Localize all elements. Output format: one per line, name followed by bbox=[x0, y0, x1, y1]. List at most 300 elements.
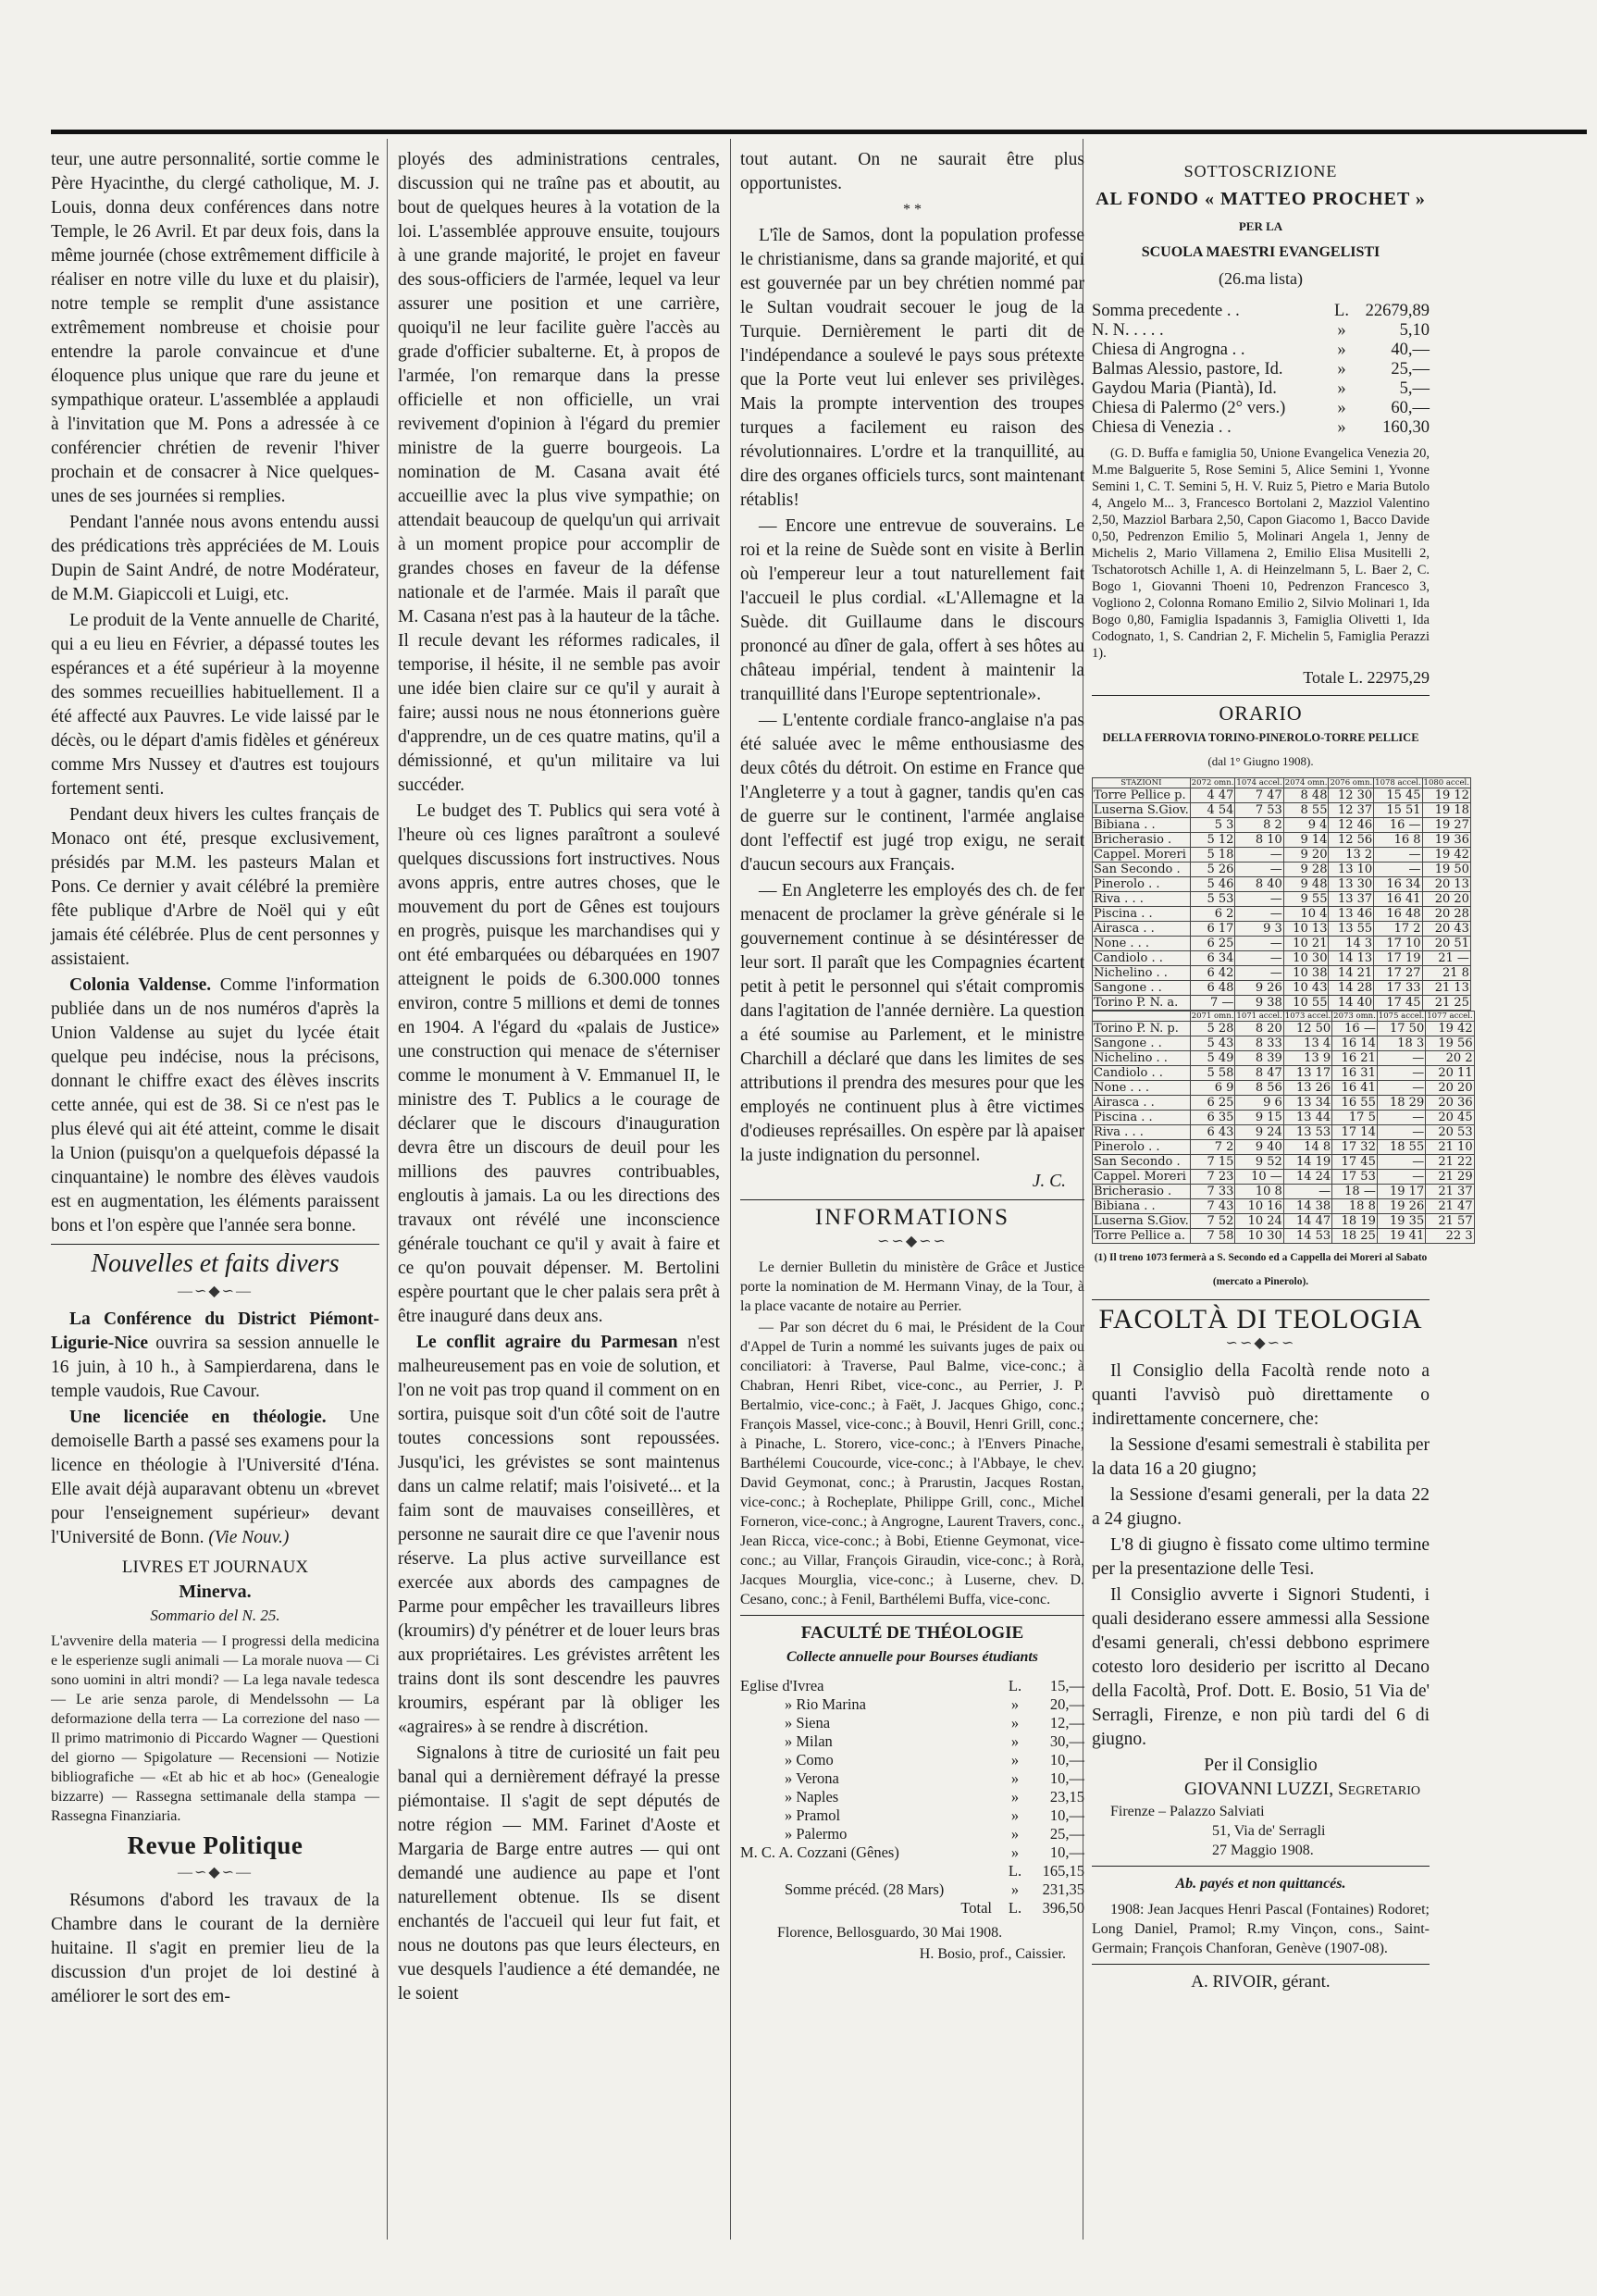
timetable-row bbox=[1093, 1170, 1475, 1185]
departure-time: 17 19 bbox=[1374, 951, 1422, 966]
departure-time: 5 43 bbox=[1190, 1036, 1235, 1051]
departure-time: 5 49 bbox=[1190, 1051, 1235, 1066]
departure-time: 21 10 bbox=[1426, 1140, 1474, 1155]
station-name: None . . . bbox=[1093, 1081, 1191, 1096]
column-2 bbox=[398, 148, 720, 2008]
departure-time: 19 50 bbox=[1422, 863, 1470, 877]
paragraph: Il Consiglio avverte i Signori Studenti, i quali desiderano essere ammessi alla Sessione d'esami generali, ch'essi debbono esprimere cotesto loro desiderio per iscritto al Decano della Facoltà, Prof. Dott. E. Bosio, 51 Via de' Serragli, Firenze, e non più tardi del 6 di giugno. bbox=[1092, 1585, 1430, 1749]
section-title: Ab. payés et non quittancés. bbox=[1175, 1876, 1346, 1892]
departure-time: 5 46 bbox=[1190, 877, 1235, 892]
timetable-header-cell: 1075 accel. bbox=[1378, 1011, 1425, 1021]
paragraph: Le dernier Bulletin du ministère de Grâce et Justice porte la nomination de M. Hermann Vinay, de la Tour, à la place vacante de notaire au Perrier. bbox=[740, 1260, 1084, 1314]
station-name: Bricherasio . bbox=[1093, 833, 1191, 848]
departure-time: 13 34 bbox=[1283, 1096, 1331, 1111]
divider bbox=[1092, 1299, 1430, 1300]
departure-time: 14 47 bbox=[1283, 1214, 1331, 1229]
departure-time: 18 3 bbox=[1377, 1036, 1425, 1051]
subscription-school: SCUOLA MAESTRI EVANGELISTI bbox=[1141, 244, 1380, 260]
departure-time: 17 14 bbox=[1332, 1125, 1378, 1140]
timetable-header-cell: 1077 accel. bbox=[1427, 1011, 1473, 1021]
departure-time: 19 26 bbox=[1377, 1199, 1425, 1214]
paragraph: — En Angleterre les employés des ch. de fer menacent de proclamer la grève générale si le gouvernement continue à se désintéresser de leur sort. Il paraît que les Compagnies écartent petit à petit le personnel qui s'était compromis dans l'agitation de l'année dernière. La question a été soumise au Parlement, et le ministre Charchill a déclaré que dans les limites de ses attributions il prendra des mesures pour que les employés ne continuent plus à être victimes d'odieuses représailles. On espère par là apaiser la juste indignation du personnel. bbox=[740, 881, 1084, 1165]
departure-time: 18 29 bbox=[1377, 1096, 1425, 1111]
timetable-date: (dal 1° Giugno 1908). bbox=[1207, 754, 1314, 768]
departure-time: 19 36 bbox=[1422, 833, 1470, 848]
departure-time: 17 2 bbox=[1374, 922, 1422, 937]
departure-time: — bbox=[1377, 1155, 1425, 1170]
departure-time: 17 5 bbox=[1332, 1111, 1378, 1125]
departure-time: 5 12 bbox=[1190, 833, 1235, 848]
paragraph bbox=[51, 974, 379, 1238]
departure-time: 13 26 bbox=[1283, 1081, 1331, 1096]
journal-subtitle: Sommario del N. 25. bbox=[150, 1607, 280, 1624]
departure-time: 7 15 bbox=[1190, 1155, 1235, 1170]
station-name: San Secondo . bbox=[1093, 863, 1191, 877]
departure-time: 9 48 bbox=[1283, 877, 1329, 892]
departure-time: 17 50 bbox=[1377, 1022, 1425, 1036]
departure-time: 6 9 bbox=[1190, 1081, 1235, 1096]
departure-time: 16 — bbox=[1374, 818, 1422, 833]
section-title: Revue Politique bbox=[127, 1831, 303, 1859]
departure-time: 16 55 bbox=[1332, 1096, 1378, 1111]
subscription-list bbox=[1092, 302, 1430, 438]
station-name: Candiolo . . bbox=[1093, 951, 1191, 966]
timetable-row bbox=[1093, 803, 1471, 818]
paragraph: teur, une autre personnalité, sortie comme le Père Hyacinthe, du clergé catholique, M. J. Louis, donna deux conférences dans notre Temple, le 26 Avril. Et par deux fois, dans la même journée (chose extrêmement difficile à réaliser en notre ville du luxe et du plaisir), notre temple se remplit d'une assistance extrêmement nombreuse et choisie pour entendre la parole convaincue et d'une éloquence plus unique que rare du jeune et sympathique orateur. L'assemblée a applaudi à l'invitation que M. Pons a adressée à ce conférencier chrétien de revenir l'hiver prochain et de consacrer à Nice quelques-unes de ses journées si remplies. bbox=[51, 150, 379, 506]
departure-time: 17 33 bbox=[1374, 981, 1422, 996]
departure-time: 17 45 bbox=[1374, 996, 1422, 1011]
departure-time: 16 48 bbox=[1374, 907, 1422, 922]
column-divider bbox=[730, 139, 731, 2240]
departure-time: — bbox=[1235, 863, 1283, 877]
departure-time: 4 54 bbox=[1190, 803, 1235, 818]
departure-time: 19 12 bbox=[1422, 788, 1470, 803]
departure-time: 20 13 bbox=[1422, 877, 1470, 892]
departure-time: 10 30 bbox=[1235, 1229, 1283, 1244]
departure-time: 13 37 bbox=[1329, 892, 1374, 907]
section-subtitle: Collecte annuelle pour Bourses étudiants bbox=[786, 1649, 1039, 1665]
departure-time: 10 16 bbox=[1235, 1199, 1283, 1214]
departure-time: — bbox=[1377, 1111, 1425, 1125]
paragraph-text: Une demoiselle Barth a passé ses examens pour la licence en théologie à l'Université d'Iéna. Elle avait déjà auparavant obtenu un «brevet pour l'enseignement supérieur» devant l'Université de Bonn. bbox=[51, 1408, 379, 1547]
lead-heading: Colonia Valdense. bbox=[69, 975, 212, 995]
paragraph: — Encore une entrevue de souverains. Le roi et la reine de Suède sont en visite à Berlin où l'empereur leur a tout naturellement fait l'accueil le plus cordial. «L'Allemagne et la Suède. dit Guillaume dans le discours prononcé au dîner de gala, offert à ses hôtes au château impérial, tendent à maintenir la tranquillité dans l'Europe septentrionale». bbox=[740, 516, 1084, 704]
departure-time: 15 51 bbox=[1374, 803, 1422, 818]
departure-time: 8 20 bbox=[1235, 1022, 1283, 1036]
timetable-row bbox=[1093, 1140, 1475, 1155]
departure-time: 13 53 bbox=[1283, 1125, 1331, 1140]
station-name: Piscina . . bbox=[1093, 1111, 1191, 1125]
departure-time: 21 22 bbox=[1426, 1155, 1474, 1170]
timetable-row bbox=[1093, 877, 1471, 892]
signature: GIOVANNI LUZZI, Segretario bbox=[1184, 1780, 1420, 1799]
departure-time: 19 42 bbox=[1422, 848, 1470, 863]
place: Firenze – Palazzo Salviati bbox=[1110, 1804, 1265, 1819]
timetable-row bbox=[1093, 788, 1471, 803]
departure-time: 5 26 bbox=[1190, 863, 1235, 877]
timetable-row bbox=[1093, 1185, 1475, 1199]
departure-time: 16 34 bbox=[1374, 877, 1422, 892]
column-3 bbox=[740, 148, 1084, 1964]
departure-time: 10 30 bbox=[1283, 951, 1329, 966]
departure-time: 13 17 bbox=[1283, 1066, 1331, 1081]
departure-time: 20 53 bbox=[1426, 1125, 1474, 1140]
departure-time: — bbox=[1235, 966, 1283, 981]
departure-time: 5 3 bbox=[1190, 818, 1235, 833]
paragraph: Pendant deux hivers les cultes français de Monaco ont été, presque exclusivement, présidés par M.M. les pasteurs Malan et Pons. Ce dernier y avait célébré la première fête publique d'Arbre de Noël qui y eût jamais été célébrée. Plus de cent personnes y assistaient. bbox=[51, 805, 379, 969]
subscription-note: (G. D. Buffa e famiglia 50, Unione Evangelica Venezia 20, M.me Balguerite 5, Rose Semini 5, Alice Semini 1, Yvonne Semini 1, C. T. Semini 5, H. V. Ruiz 5, Pietro e Maria Butolo 4, Angelo M... 3, Francesco Bortolani 2, Mazziol Valentino 2,50, Mazziol Barbara 2,50, Capon Giacomo 1, Bacco Davide 0,50, Pedrenzon Emilio 5, Molinari Angela 1, Jenny de Michelis 2, Mario Villamena 2, Emilio Elisa Musitelli 2, Tschatorotsch Achille 1, A. di Heinzelmann 5, L. Baer 2, C. Bogo 1, Giovanni Thoeni 10, Pedrenzon Francesco 3, Vogliono 2, Colonna Romano Emilio 2, Silvio Molinari 1, Ida Bogo 0,80, Famiglia Ispadannis 3, Famiglia Olivetti 1, Ida Codognato, 1, S. Candrian 2, F. Michelin 5, Famiglia Perazzi 1). bbox=[1092, 446, 1430, 661]
departure-time: 14 53 bbox=[1283, 1229, 1331, 1244]
divider bbox=[740, 1615, 1084, 1616]
donation-row: Somma precedente . . L. 22679,89 bbox=[1092, 302, 1430, 320]
departure-time: 20 51 bbox=[1422, 937, 1470, 951]
donation-row: » Pramol » 10,— bbox=[785, 1806, 1084, 1824]
donation-list bbox=[740, 1677, 1084, 1862]
departure-time: 12 37 bbox=[1329, 803, 1374, 818]
paragraph: — L'entente cordiale franco-anglaise n'a pas été saluée avec le même enthousiasme des deux côtés du détroit. On estime en France que l'Angleterre y a tout à gagner, tandis qu'en cas de guerre sur le continent, l'armée anglaise dont l'effectif est jugé trop exigu, ne serait d'aucun secours aux Français. bbox=[740, 711, 1084, 875]
departure-time: 14 19 bbox=[1283, 1155, 1331, 1170]
station-name: Bibiana . . bbox=[1093, 1199, 1191, 1214]
departure-time: 6 2 bbox=[1190, 907, 1235, 922]
departure-time: — bbox=[1235, 848, 1283, 863]
departure-time: 14 40 bbox=[1329, 996, 1374, 1011]
departure-time: 10 38 bbox=[1283, 966, 1329, 981]
departure-time: 10 21 bbox=[1283, 937, 1329, 951]
subscription-total: Totale L. 22975,29 bbox=[1303, 668, 1430, 687]
departure-time: 6 35 bbox=[1190, 1111, 1235, 1125]
paragraph: Résumons d'abord les travaux de la Chambre dans le courant de la dernière huitaine. Il s'agit en premier lieu de la discussion d'un projet de loi destiné à améliorer le sort des em- bbox=[51, 1891, 379, 2006]
departure-time: 7 43 bbox=[1190, 1199, 1235, 1214]
timetable-row bbox=[1093, 1066, 1475, 1081]
timetable-header-cell: 2072 omn. bbox=[1191, 778, 1234, 788]
source: (Vie Nouv.) bbox=[208, 1528, 290, 1547]
departure-time: 12 30 bbox=[1329, 788, 1374, 803]
station-name: Nichelino . . bbox=[1093, 1051, 1191, 1066]
departure-time: 8 33 bbox=[1235, 1036, 1283, 1051]
timetable-note: (1) Il treno 1073 fermerà a S. Secondo ed a Cappella dei Moreri al Sabato (mercato a Pinerolo). bbox=[1094, 1252, 1428, 1287]
timetable-row bbox=[1093, 1229, 1475, 1244]
departure-time: 16 31 bbox=[1332, 1066, 1378, 1081]
station-name: Pinerolo . . bbox=[1093, 877, 1191, 892]
divider bbox=[740, 1199, 1084, 1200]
departure-time: 9 28 bbox=[1283, 863, 1329, 877]
departure-time: 14 28 bbox=[1329, 981, 1374, 996]
departure-time: 21 13 bbox=[1422, 981, 1470, 996]
departure-time: 9 20 bbox=[1283, 848, 1329, 863]
departure-time: 6 48 bbox=[1190, 981, 1235, 996]
departure-time: — bbox=[1377, 1125, 1425, 1140]
departure-time: 21 57 bbox=[1426, 1214, 1474, 1229]
departure-time: — bbox=[1377, 1081, 1425, 1096]
section-title: LIVRES ET JOURNAUX bbox=[121, 1558, 309, 1577]
lead-heading: Une licenciée en théologie. bbox=[69, 1408, 327, 1427]
timetable-row bbox=[1093, 951, 1471, 966]
timetable-row bbox=[1093, 1111, 1475, 1125]
departure-time: 10 4 bbox=[1283, 907, 1329, 922]
departure-time: 13 10 bbox=[1329, 863, 1374, 877]
station-name: Torre Pellice p. bbox=[1093, 788, 1191, 803]
station-name: Nichelino . . bbox=[1093, 966, 1191, 981]
departure-time: 18 55 bbox=[1377, 1140, 1425, 1155]
timetable-row bbox=[1093, 1036, 1475, 1051]
timetable-inbound bbox=[1092, 1011, 1475, 1244]
timetable-row bbox=[1093, 818, 1471, 833]
departure-time: 13 46 bbox=[1329, 907, 1374, 922]
divider bbox=[1092, 1866, 1430, 1867]
departure-time: 9 40 bbox=[1235, 1140, 1283, 1155]
section-title: Nouvelles et faits divers bbox=[91, 1249, 340, 1278]
column-divider bbox=[387, 139, 388, 2240]
departure-time: 8 48 bbox=[1283, 788, 1329, 803]
timetable-outbound bbox=[1092, 777, 1471, 1011]
address: 51, Via de' Serragli bbox=[1212, 1823, 1326, 1839]
timetable-row bbox=[1093, 1155, 1475, 1170]
station-name: Airasca . . bbox=[1093, 1096, 1191, 1111]
paragraph bbox=[398, 1331, 720, 1740]
paragraph: L'île de Samos, dont la population professe le christianisme, dans sa grande majorité, et qui est gouvernée par un bey chrétien nommé par le Sultan voudrait secouer le joug de la Turquie. Dernièrement le parti dit de l'indépendance a soulevé le pays sous prétexte que la Porte veut lui enlever ses privilèges. Mais la prompte intervention des troupes turques a facilement eu raison des révolutionnaires. L'ordre et la tranquillité, au dire des organes officiels turcs, sont maintenant rétablis! bbox=[740, 226, 1084, 510]
donation-row: » Palermo » 25,— bbox=[785, 1825, 1084, 1843]
station-name: Luserna S.Giov. bbox=[1094, 1214, 1189, 1228]
ornament: ∽∽◆∽∽ bbox=[877, 1234, 947, 1249]
departure-time: 13 9 bbox=[1283, 1051, 1331, 1066]
divider bbox=[1092, 695, 1430, 696]
departure-time: 20 2 bbox=[1426, 1051, 1474, 1066]
timetable-header-cell: 1071 accel. bbox=[1236, 1011, 1282, 1021]
departure-time: — bbox=[1283, 1185, 1331, 1199]
departure-time: 16 41 bbox=[1374, 892, 1422, 907]
paragraph: L'avvenire della materia — I progressi della medicina e le esperienze sugli animali — La morale nuova — Ci sono uomini in altri mondi? — La lega navale tedesca — Le arie senza parole, di Mendelssohn — La deformazione della terra — La correzione del naso — Il primo matrimonio di Piccardo Wagner — Questioni del giorno — Spigolature — Recensioni — Notizie bibliografiche — «Et ab hic et ab hoc» (Genealogie bizzarre) — Rassegna settimanale della stampa — Rassegna Finanziaria. bbox=[51, 1633, 379, 1824]
station-name: Sangone . . bbox=[1093, 981, 1191, 996]
section-title: FACULTÉ DE THÉOLOGIE bbox=[800, 1623, 1024, 1643]
timetable-row bbox=[1093, 922, 1471, 937]
timetable-header-cell: 1073 accel. bbox=[1284, 1011, 1331, 1021]
timetable-row bbox=[1093, 1081, 1475, 1096]
timetable-row bbox=[1093, 1096, 1475, 1111]
donation-previous: Somme précéd. (28 Mars) » 231,35 bbox=[785, 1880, 1084, 1898]
departure-time: 9 14 bbox=[1283, 833, 1329, 848]
donation-row: » Siena » 12,— bbox=[785, 1714, 1084, 1731]
donation-row: » Como » 10,— bbox=[785, 1751, 1084, 1769]
ornament: —∽◆∽— bbox=[177, 1284, 254, 1299]
departure-time: 7 53 bbox=[1235, 803, 1283, 818]
departure-time: 6 25 bbox=[1190, 937, 1235, 951]
departure-time: 7 2 bbox=[1190, 1140, 1235, 1155]
departure-time: 18 25 bbox=[1332, 1229, 1378, 1244]
publisher-signature: A. RIVOIR, gérant. bbox=[1191, 1972, 1331, 1992]
departure-time: 5 58 bbox=[1190, 1066, 1235, 1081]
departure-time: 19 56 bbox=[1426, 1036, 1474, 1051]
departure-time: 9 26 bbox=[1235, 981, 1283, 996]
station-name: Cappel. Moreri bbox=[1093, 1170, 1191, 1185]
departure-time: 7 33 bbox=[1190, 1185, 1235, 1199]
departure-time: 14 13 bbox=[1329, 951, 1374, 966]
departure-time: 17 32 bbox=[1332, 1140, 1378, 1155]
ornament: —∽◆∽— bbox=[177, 1865, 254, 1880]
departure-time: 14 24 bbox=[1283, 1170, 1331, 1185]
departure-time: 16 — bbox=[1332, 1022, 1378, 1036]
signature: J. C. bbox=[1032, 1172, 1066, 1191]
timetable-row bbox=[1093, 1022, 1475, 1036]
paragraph: ployés des administrations centrales, discussion qui ne traîne pas et aboutit, au bout de quelques heures à la votation de la loi. L'assemblée approuve ensuite, toujours à une grande majorité, le projet en faveur des sous-officiers de l'armée, lequel va leur assurer une position et une carrière, quoiqu'il ne leur facilite guère l'accès au grade d'officier subalterne. Et, à propos de l'armée, l'on remarque dans la presse officielle et non officielle, un vrai revivement d'opinion à l'égard du premier ministre de la guerre bourgeois. La nomination de M. Casana avait été accueillie avec la plus vive sympathie; on attendait beaucoup de quelqu'un qui arrivait à un moment propice pour accomplir de grandes choses en faveur de la défense nationale et de l'armée. Mais il paraît que M. Casana n'est pas à la hauteur de la tâche. Il recule devant les réformes radicales, il temporise, il hésite, il ne semble pas avoir une idée bien claire sur ce qu'il y aurait à faire; aussi nous ne nous étonnerions guère d'apprendre, un de ces quatre matins, qu'il a démissionné, et qu'un militaire va lui succéder. bbox=[398, 150, 720, 795]
departure-time: 7 23 bbox=[1190, 1170, 1235, 1185]
timetable-header-cell: 2074 omn. bbox=[1284, 778, 1328, 788]
station-name: Luserna S.Giov. bbox=[1094, 803, 1189, 817]
departure-time: 12 46 bbox=[1329, 818, 1374, 833]
departure-time: 16 41 bbox=[1332, 1081, 1378, 1096]
news-item bbox=[51, 1308, 379, 1404]
timetable-row bbox=[1093, 863, 1471, 877]
timetable-row bbox=[1093, 1214, 1475, 1229]
divider bbox=[51, 1244, 379, 1245]
departure-time: 13 30 bbox=[1329, 877, 1374, 892]
departure-time: — bbox=[1235, 907, 1283, 922]
departure-time: 9 3 bbox=[1235, 922, 1283, 937]
departure-time: 8 2 bbox=[1235, 818, 1283, 833]
station-name: Riva . . . bbox=[1093, 1125, 1191, 1140]
departure-time: 7 58 bbox=[1190, 1229, 1235, 1244]
departure-time: 20 43 bbox=[1422, 922, 1470, 937]
departure-time: 10 8 bbox=[1235, 1185, 1283, 1199]
departure-time: — bbox=[1377, 1066, 1425, 1081]
station-name: None . . . bbox=[1093, 937, 1191, 951]
departure-time: 20 20 bbox=[1422, 892, 1470, 907]
station-name: Bricherasio . bbox=[1093, 1185, 1191, 1199]
departure-time: — bbox=[1374, 863, 1422, 877]
subscription-per: PER LA bbox=[1238, 219, 1283, 233]
departure-time: 16 21 bbox=[1332, 1051, 1378, 1066]
subscription-fund: AL FONDO « MATTEO PROCHET » bbox=[1096, 189, 1426, 209]
departure-time: 21 29 bbox=[1426, 1170, 1474, 1185]
departure-time: 17 10 bbox=[1374, 937, 1422, 951]
departure-time: 20 36 bbox=[1426, 1096, 1474, 1111]
departure-time: — bbox=[1235, 937, 1283, 951]
departure-time: 6 42 bbox=[1190, 966, 1235, 981]
departure-time: 20 28 bbox=[1422, 907, 1470, 922]
ornament: ∽∽◆∽∽ bbox=[1225, 1335, 1296, 1351]
timetable-row bbox=[1093, 996, 1471, 1011]
timetable-row bbox=[1093, 907, 1471, 922]
donation-row: » Verona » 10,— bbox=[785, 1769, 1084, 1787]
station-name: Pinerolo . . bbox=[1093, 1140, 1191, 1155]
departure-time: 20 11 bbox=[1426, 1066, 1474, 1081]
column-1 bbox=[51, 148, 379, 2011]
departure-time: — bbox=[1374, 848, 1422, 863]
departure-time: — bbox=[1377, 1170, 1425, 1185]
departure-time: — bbox=[1235, 892, 1283, 907]
paragraph: Le budget des T. Publics qui sera voté à l'heure où ces lignes paraîtront a soulevé quelques discussions fort instructives. Nous avons appris, entre autres choses, que le mouvement du port de Gênes est toujours en progrès, puisque les marchandises qui y ont été embarquées ou débarquées en 1907 atteignent le poids de 6.300.000 tonnes environ, contre 5 millions et demi de tonnes en 1904. A l'égard du «palais de Justice» une construction qui menace de s'éterniser comme le monument à V. Emmanuel II, le ministre des T. Publics a le courage de déclarer que le discours d'inauguration devra être un discours de deuil pour les millions des pauvres contribuables, engloutis à jamais. La ou les directions des travaux ont révélé une inconscience générale touchant ce qu'il y avait à faire et ce qu'on pouvait dépenser. M. Bertolini espère pourtant que le cher palais sera prêt à être inauguré dans deux ans. bbox=[398, 801, 720, 1326]
timetable-row bbox=[1093, 937, 1471, 951]
departure-time: — bbox=[1235, 951, 1283, 966]
paragraph: — Par son décret du 6 mai, le Président de la Cour d'Appel de Turin a nommé les suivants juges de paix ou conciliatori: à Traverse, Paul Balme, vice-conc.; à Chabran, Henri Ribet, vice-conc., au Perrier, J. P. Bertalmio, vice-conc.; à Faët, J. Jacques Ghigo, conc.; François Massel, vice-conc.; à Bouvil, Henri Grill, conc.; à Pinache, L. Storero, vice-conc.; à l'Envers Pinache, Barthélemi Coucourde, vice-conc.; à l'Abbaye, le chev. David Geymonat, conc.; à Prarustin, Jacques Rostan, vice-conc.; à Rocheplate, Philippe Grill, conc., Michel Forneron, vice-conc.; à Angrogne, Laurent Travers, conc., Jean Ricca, vice-conc.; à Bobi, Etienne Geymonat, vice-conc.; au Villar, François Giraudin, vice-conc.; à Rorà, Jacques Mourglia, vice-conc.; à Luserne, chev. D. Cesano, conc.; à Fenil, Barthélemi Buffa, vice-conc. bbox=[740, 1320, 1084, 1607]
departure-time: 19 42 bbox=[1426, 1022, 1474, 1036]
timetable-header-cell: 1074 accel. bbox=[1236, 778, 1282, 788]
departure-time: 8 56 bbox=[1235, 1081, 1283, 1096]
departure-time: 8 47 bbox=[1235, 1066, 1283, 1081]
departure-time: 5 28 bbox=[1190, 1022, 1235, 1036]
departure-time: 14 8 bbox=[1283, 1140, 1331, 1155]
donation-row: Chiesa di Venezia . . » 160,30 bbox=[1092, 418, 1430, 437]
top-rule bbox=[51, 130, 1587, 134]
station-name: Riva . . . bbox=[1093, 892, 1191, 907]
donation-row: Chiesa di Palermo (2° vers.) » 60,— bbox=[1092, 399, 1430, 417]
timetable-header-cell bbox=[1093, 1011, 1191, 1022]
donation-row: » Milan » 30,— bbox=[785, 1732, 1084, 1750]
departure-time: 12 56 bbox=[1329, 833, 1374, 848]
lead-heading: Le conflit agraire du Parmesan bbox=[416, 1333, 678, 1352]
donation-total: Total L. 396,50 bbox=[960, 1899, 1084, 1917]
departure-time: 7 47 bbox=[1235, 788, 1283, 803]
timetable-header-cell: 2073 omn. bbox=[1333, 1011, 1376, 1021]
donation-row: » Rio Marina » 20,— bbox=[785, 1695, 1084, 1713]
section-title: FACOLTÀ DI TEOLOGIA bbox=[1098, 1304, 1423, 1334]
departure-time: — bbox=[1377, 1051, 1425, 1066]
paragraph: la Sessione d'esami generali, per la data 22 a 24 giugno. bbox=[1092, 1485, 1430, 1529]
donation-row: Eglise d'Ivrea L. 15,— bbox=[740, 1677, 1084, 1694]
departure-time: 5 53 bbox=[1190, 892, 1235, 907]
paragraph: L'8 di giugno è fissato come ultimo termine per la presentazione delle Tesi. bbox=[1092, 1535, 1430, 1579]
departure-time: 16 14 bbox=[1332, 1036, 1378, 1051]
departure-time: 9 15 bbox=[1235, 1111, 1283, 1125]
divider bbox=[1092, 1964, 1430, 1965]
departure-time: 14 21 bbox=[1329, 966, 1374, 981]
timetable-header-cell: 2076 omn. bbox=[1330, 778, 1373, 788]
departure-time: 8 40 bbox=[1235, 877, 1283, 892]
station-name: San Secondo . bbox=[1093, 1155, 1191, 1170]
departure-time: 10 — bbox=[1235, 1170, 1283, 1185]
departure-time: 4 47 bbox=[1190, 788, 1235, 803]
departure-time: 5 18 bbox=[1190, 848, 1235, 863]
departure-time: 19 27 bbox=[1422, 818, 1470, 833]
departure-time: 18 8 bbox=[1332, 1199, 1378, 1214]
station-name: Sangone . . bbox=[1093, 1036, 1191, 1051]
timetable-row bbox=[1093, 1199, 1475, 1214]
paragraph: la Sessione d'esami semestrali è stabilita per la data 16 a 20 giugno; bbox=[1092, 1435, 1430, 1479]
departure-time: 6 43 bbox=[1190, 1125, 1235, 1140]
timetable-row bbox=[1093, 833, 1471, 848]
departure-time: 13 2 bbox=[1329, 848, 1374, 863]
departure-time: 8 10 bbox=[1235, 833, 1283, 848]
departure-time: 17 45 bbox=[1332, 1155, 1378, 1170]
departure-time: 10 24 bbox=[1235, 1214, 1283, 1229]
departure-time: 17 53 bbox=[1332, 1170, 1378, 1185]
paragraph-text: Comme l'information publiée dans un de nos numéros d'après la Union Valdense au sujet du lycée était quelque peu indécise, nous la précisons, donnant le chiffre exact des élèves inscrits cette année, qui est de 38. Si ce n'est pas le plus élevé qui ait été atteint, comme le disait la Union (puisqu'on a quelquefois dépassé la cinquantaine) le nombre des élèves vaudois est en augmentation, les éléments paraissent bons et l'on espère que l'année sera bonne. bbox=[51, 975, 379, 1235]
timetable-row bbox=[1093, 981, 1471, 996]
paragraph: Pendant l'année nous avons entendu aussi des prédications très appréciées de M. Louis Dupin de Saint André, de notre Modérateur, de M.M. Giapiccoli et Luigi, etc. bbox=[51, 513, 379, 604]
departure-time: 21 — bbox=[1422, 951, 1470, 966]
departure-time: 21 8 bbox=[1422, 966, 1470, 981]
departure-time: 21 25 bbox=[1422, 996, 1470, 1011]
timetable-header-cell: 2071 omn. bbox=[1191, 1011, 1234, 1021]
departure-time: 9 52 bbox=[1235, 1155, 1283, 1170]
departure-time: 21 37 bbox=[1426, 1185, 1474, 1199]
departure-time: 19 35 bbox=[1377, 1214, 1425, 1229]
departure-time: 6 25 bbox=[1190, 1096, 1235, 1111]
departure-time: 22 3 bbox=[1426, 1229, 1474, 1244]
departure-time: 13 44 bbox=[1283, 1111, 1331, 1125]
departure-time: 13 4 bbox=[1283, 1036, 1331, 1051]
journal-title: Minerva. bbox=[179, 1582, 252, 1602]
departure-time: 10 55 bbox=[1283, 996, 1329, 1011]
donation-row: » Naples » 23,15 bbox=[785, 1788, 1084, 1806]
timetable-row bbox=[1093, 848, 1471, 863]
station-name: Cappel. Moreri bbox=[1093, 848, 1191, 863]
departure-time: 12 50 bbox=[1283, 1022, 1331, 1036]
departure-time: 7 — bbox=[1190, 996, 1235, 1011]
separator-stars: * * bbox=[903, 202, 922, 217]
departure-time: 16 8 bbox=[1374, 833, 1422, 848]
lead-heading: La Conférence du District Piémont-Ligurie-Nice bbox=[51, 1309, 379, 1353]
departure-time: 9 4 bbox=[1283, 818, 1329, 833]
